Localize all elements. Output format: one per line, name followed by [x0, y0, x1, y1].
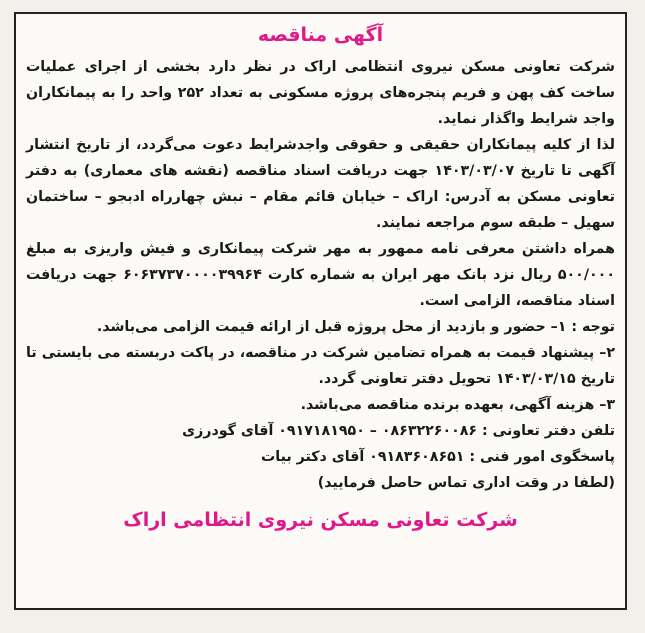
intro-paragraph: شرکت تعاونی مسکن نیروی انتظامی اراک در نظر دارد بخشی از اجرای عملیات ساخت کف پهن و فریم پنجره‌های پروژه مسکونی به تعداد ۲۵۲ واحد را به پیمانکاران واجد شرایط واگذار نماید.: [26, 59, 615, 127]
company-signature: شرکت تعاونی مسکن نیروی انتظامی اراک: [123, 509, 518, 531]
note-item-1: توجه : ۱– حضور و بازدید از محل پروژه قبل از ارائه قیمت الزامی می‌باشد.: [96, 319, 615, 335]
note-item-2: ۲– پیشنهاد قیمت به همراه تضامین شرکت در مناقصه، در پاکت دربسته می بایستی تا تاریخ ۱۴۰۳/۰۳/۱۵ تحویل دفتر تعاونی گردد.: [26, 345, 615, 387]
notice-title: آگهی مناقصه: [257, 24, 384, 46]
notice-content: [26, 22, 615, 600]
requirements-paragraph: همراه داشتن معرفی نامه ممهور به مهر شرکت پیمانکاری و فیش واریزی به مبلغ ۵۰۰/۰۰۰ ریال نزد بانک مهر ایران به شماره کارت ۶۰۶۳۷۳۷۰۰۰۰۳۹۹۶۴ جهت دریافت اسناد مناقصه، الزامی است.: [26, 241, 615, 309]
invitation-paragraph: لذا از کلیه پیمانکاران حقیقی و حقوقی واجدشرایط دعوت می‌گردد، از تاریخ انتشار آگهی تا تاریخ ۱۴۰۳/۰۳/۰۷ جهت دریافت اسناد مناقصه (نقشه های معماری) به دفتر تعاونی مسکن به آدرس: اراک – خیابان قائم مقام – نبش چهارراه ادبجو – ساختمان سهیل – طبقه سوم مراجعه نمایند.: [26, 137, 615, 231]
contact-hours-note: (لطفا در وقت اداری تماس حاصل فرمایید): [317, 475, 615, 491]
note-item-3: ۳– هزینه آگهی، بعهده برنده مناقصه می‌باشد.: [300, 397, 615, 413]
notice-frame: [14, 12, 627, 610]
office-phone: تلفن دفتر تعاونی : ۰۸۶۳۲۲۶۰۰۸۶ – ۰۹۱۷۱۸۱۹۵۰ آقای گودرزی: [182, 423, 615, 439]
technical-contact: پاسخگوی امور فنی : ۰۹۱۸۳۶۰۸۶۵۱ آقای دکتر بیات: [261, 449, 615, 465]
